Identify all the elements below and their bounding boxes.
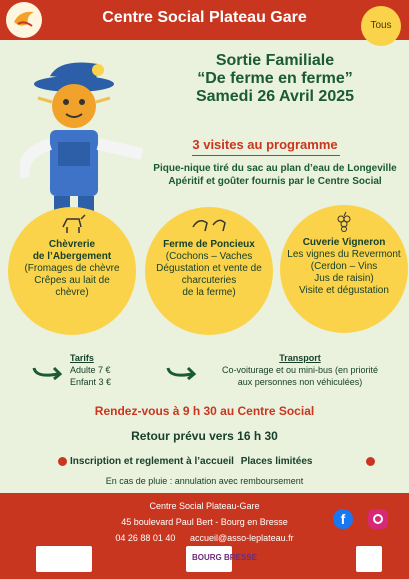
arrow-right-icon [30,362,64,382]
farm-detail: chèvre) [55,287,89,298]
farm-detail: (Fromages de chèvre [24,263,120,274]
instagram-icon[interactable] [368,509,388,529]
farm-detail: Jus de raisin) [314,273,374,284]
tarif-child: Enfant 3 € [70,377,112,387]
registration-info [70,456,370,467]
footer-contact [0,533,409,543]
partner-logo-msa [356,546,382,572]
farm-name: Ferme de Poncieux [163,239,255,250]
footer-phone: 04 26 88 01 40 [115,533,176,543]
partner-logo-caf [36,546,92,572]
footer-org: Centre Social Plateau-Gare [149,501,260,511]
partner-bourg-label: BOURG BRESSE [192,553,257,562]
farm-animals-icon [189,213,229,235]
header-title: Centre Social Plateau Gare [102,9,307,26]
farm-name-line2: de l’Abergement [32,251,112,262]
return-time: Retour prévu vers 16 h 30 [131,429,278,443]
facebook-icon[interactable]: f [333,509,353,529]
event-title [150,52,400,106]
farm-detail: charcuteries [181,275,237,286]
arrow-right-icon [164,362,198,382]
farm-name: Cuverie Vigneron [302,237,386,248]
picnic-line: Pique-nique tiré du sac au plan d’eau de Longeville [153,163,397,174]
places-text: Places limitées [240,456,313,467]
farm-circle-cuverie [280,205,408,333]
farm-detail: Les vignes du Revermont [287,249,401,260]
tarif-adult: Adulte 7 € [70,365,111,375]
aperitif-line: Apéritif et goûter fournis par le Centre Social [168,176,382,187]
event-title-line1: Sortie Familiale [215,52,335,69]
picnic-info [150,162,400,188]
tarifs-block [70,352,160,388]
farm-name: Chèvrerie [48,239,96,250]
event-title-line2: “De ferme en ferme” [197,70,353,87]
footer-email[interactable]: accueil@asso-leplateau.fr [189,533,294,543]
tarifs-heading: Tarifs [70,353,94,363]
farm-circle-chevrerie [8,207,136,335]
grapes-icon [332,211,356,233]
meeting-time: Rendez-vous à 9 h 30 au Centre Social [94,404,315,418]
header-banner [0,0,409,40]
goat-icon [57,213,87,235]
audience-badge: Tous [361,6,401,46]
bullet-icon [366,457,375,466]
visits-underline [192,155,340,156]
visits-heading: 3 visites au programme [192,137,338,152]
registration-text: Inscription et reglement à l’accueil [70,456,234,467]
transport-line1: Co-voiturage et ou mini-bus (en priorité [221,365,379,375]
farm-detail: (Cerdon – Vins [310,261,378,272]
farm-detail: de la ferme) [182,287,236,298]
transport-block [200,352,400,388]
transport-heading: Transport [279,353,321,363]
farm-detail: Crêpes au lait de [34,275,110,286]
farm-detail: Visite et dégustation [299,285,389,296]
farm-detail: (Cochons – Vaches [165,251,253,262]
bullet-icon [58,457,67,466]
farm-detail: Dégustation et vente de [156,263,262,274]
transport-line2: aux personnes non véhiculées) [237,377,363,387]
rain-notice: En cas de pluie : annulation avec remboursement [105,476,304,486]
farm-circle-poncieux [145,207,273,335]
footer-address: 45 boulevard Paul Bert - Bourg en Bresse [121,517,288,527]
event-date: Samedi 26 Avril 2025 [195,88,355,105]
